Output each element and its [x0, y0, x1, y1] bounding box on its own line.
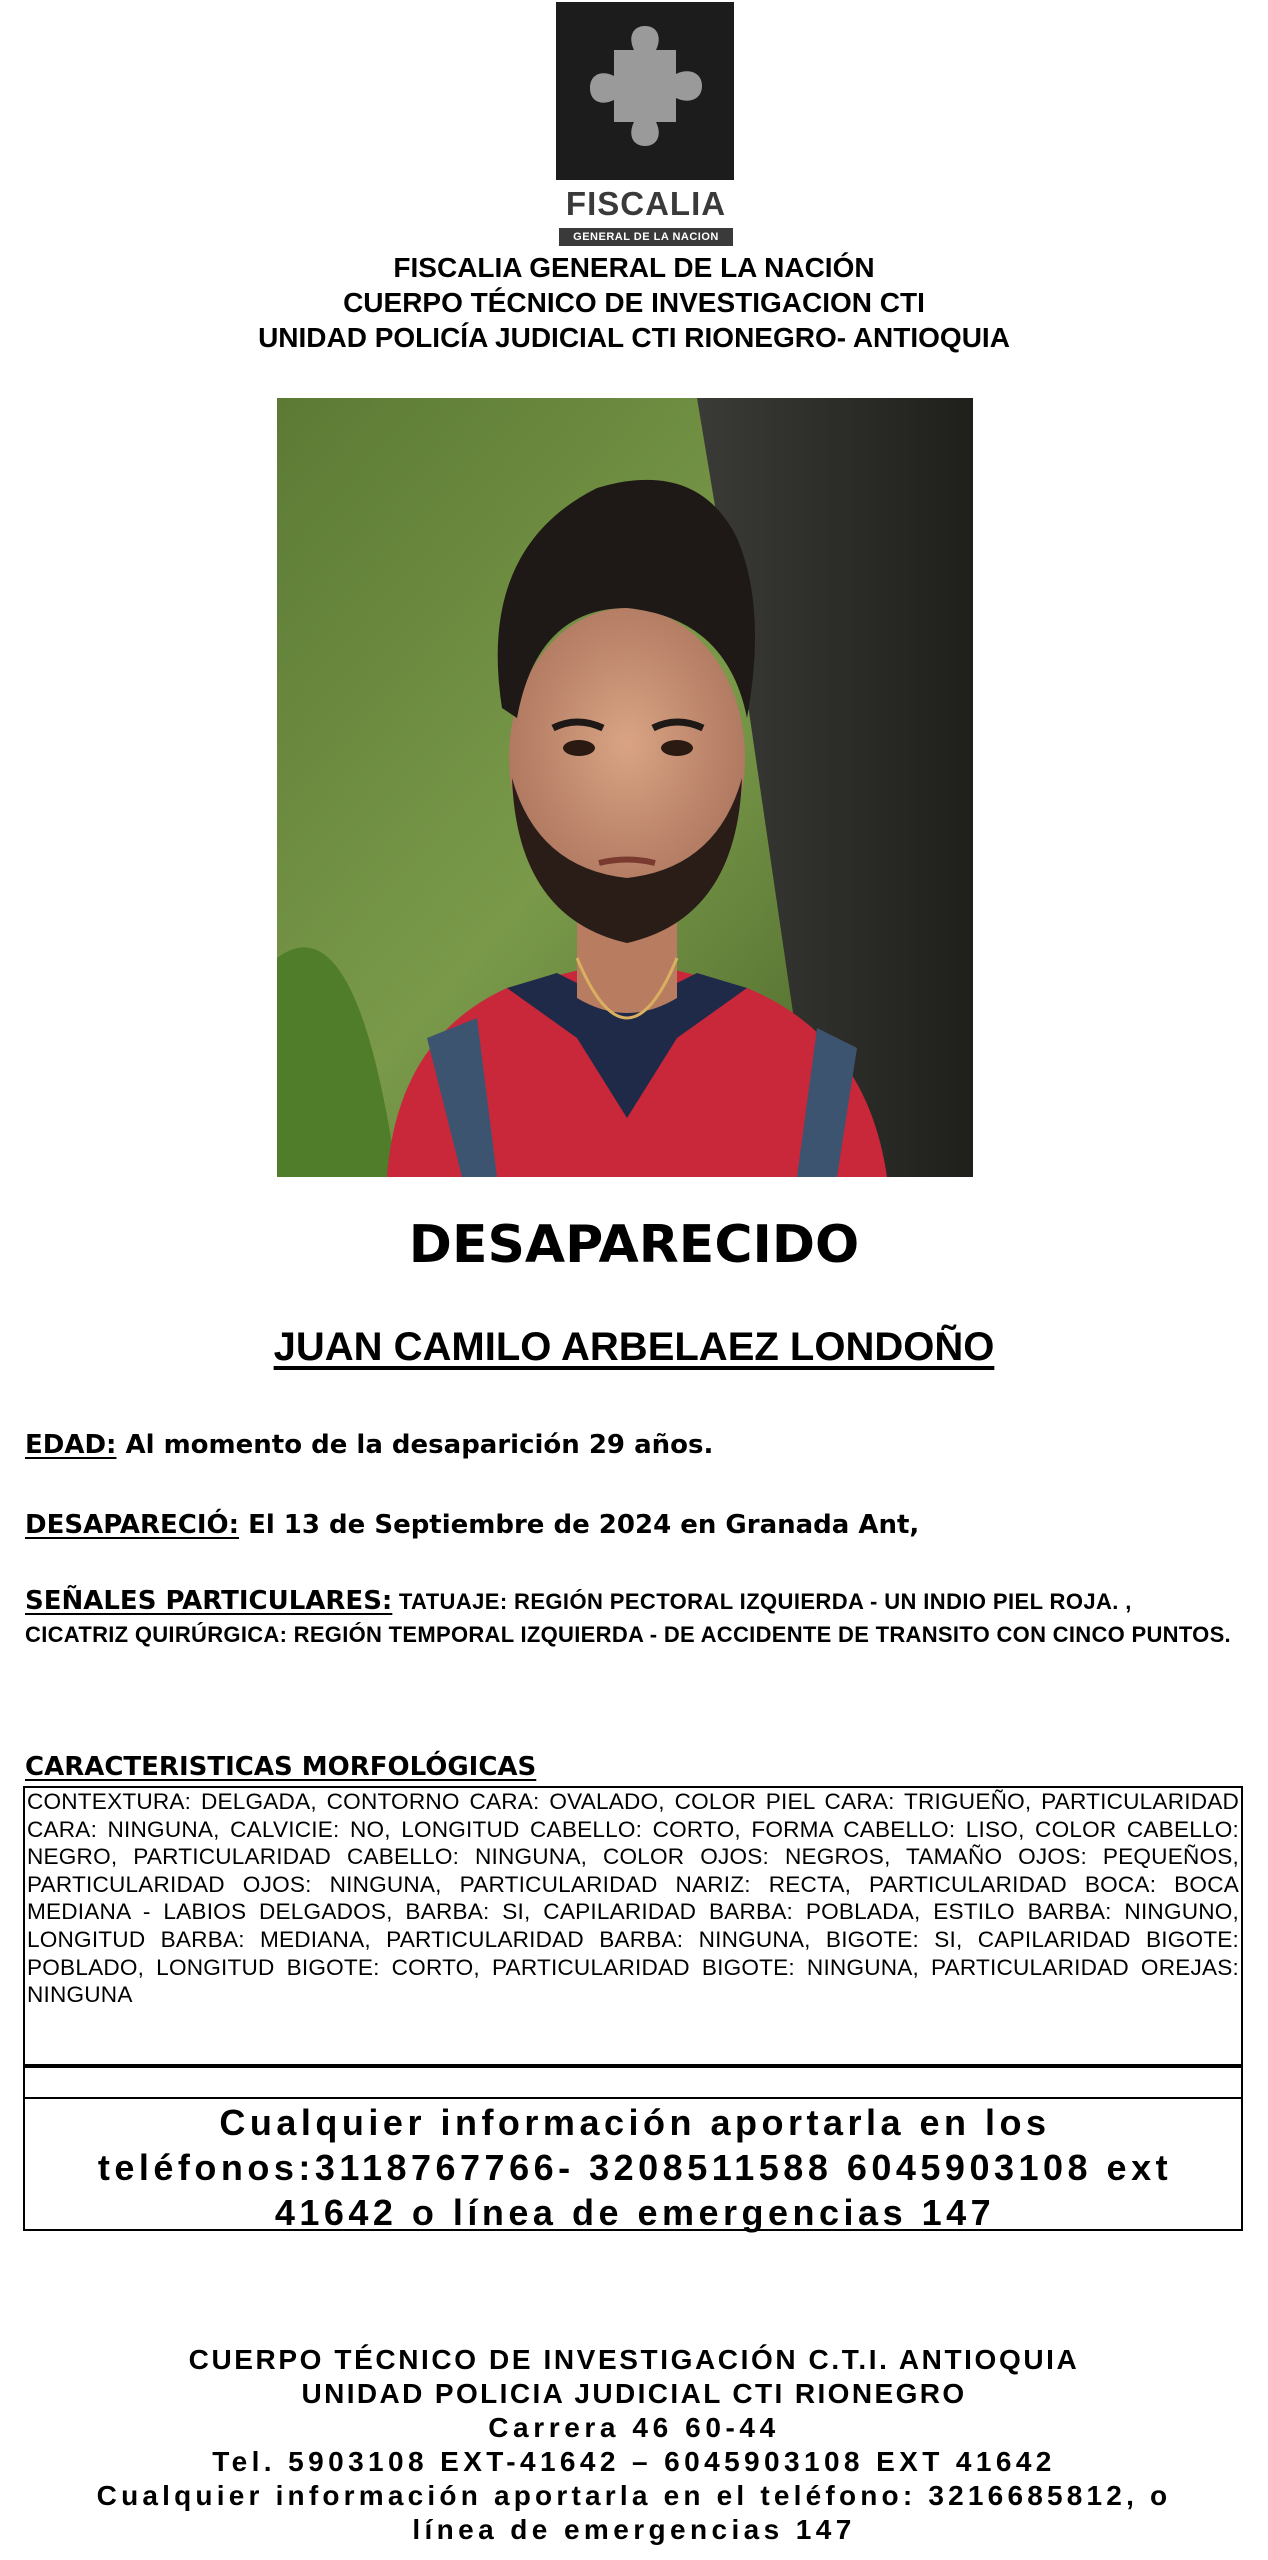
header-line-2: CUERPO TÉCNICO DE INVESTIGACION CTI: [343, 287, 925, 318]
footer-address: Carrera 46 60-44: [488, 2412, 780, 2443]
logo-subtitle: GENERAL DE LA NACION: [559, 228, 733, 246]
logo-wordmark: FISCALIA: [565, 185, 727, 222]
footer-line-6: línea de emergencias 147: [412, 2514, 856, 2545]
age-label: EDAD:: [25, 1430, 117, 1460]
morphology-text: CONTEXTURA: DELGADA, CONTORNO CARA: OVALADO, COLOR PIEL CARA: TRIGUEÑO, PARTICULARIDAD CARA: NINGUNA, CALVICIE: NO, LONGITUD CABELLO: CORTO, FORMA CABELLO: LISO, COLOR CABELLO: NEGRO, PARTICULARIDAD CABELLO: NINGUNA, COLOR OJOS: NEGROS, TAMAÑO OJOS: PEQUEÑOS, PARTICULARIDAD OJOS: NINGUNA, PARTICULARIDAD NARIZ: RECTA, PARTICULARIDAD BOCA: BOCA MEDIANA - LABIOS DELGADOS, BARBA: SI, CAPILARIDAD BARBA: POBLADA, ESTILO BARBA: NINGUNO, LONGITUD BARBA: MEDIANA, PARTICULARIDAD BARBA: NINGUNA, BIGOTE: SI, CAPILARIDAD BIGOTE: POBLADO, LONGITUD BIGOTE: CORTO, PARTICULARIDAD BIGOTE: NINGUNA, PARTICULARIDAD OREJAS: NINGUNA: [27, 1789, 1239, 2008]
footer-line-2: UNIDAD POLICIA JUDICIAL CTI RIONEGRO: [301, 2378, 967, 2409]
contact-info-box: [23, 2066, 1243, 2231]
distinguishing-marks-continued: CICATRIZ QUIRÚRGICA: REGIÓN TEMPORAL IZQUIERDA - DE ACCIDENTE DE TRANSITO CON CINCO PUNTOS.: [25, 1622, 1231, 1647]
footer-phones: Tel. 5903108 EXT-41642 – 6045903108 EXT 41642: [212, 2446, 1056, 2477]
person-name-text: JUAN CAMILO ARBELAEZ LONDOÑO: [273, 1325, 995, 1369]
distinguishing-marks-label: SEÑALES PARTICULARES:: [25, 1586, 393, 1616]
header-line-3: UNIDAD POLICÍA JUDICIAL CTI RIONEGRO- ANTIOQUIA: [258, 322, 1010, 353]
contact-line-3: 41642 o línea de emergencias 147: [274, 2192, 996, 2233]
distinguishing-marks-field: [25, 1586, 1245, 1617]
morphology-box: [23, 1786, 1243, 2066]
contact-line-1: Cualquier información aportarla en los: [219, 2102, 1051, 2143]
distinguishing-marks-value: TATUAJE: REGIÓN PECTORAL IZQUIERDA - UN INDIO PIEL ROJA. ,: [392, 1589, 1132, 1614]
puzzle-piece-icon: [556, 2, 734, 180]
contact-line-2: teléfonos:3118767766- 3208511588 6045903108 ext: [97, 2147, 1173, 2188]
age-value: Al momento de la desaparición 29 años.: [116, 1430, 714, 1460]
disappearance-field: [25, 1510, 1245, 1540]
footer-contact: [0, 2343, 1268, 2547]
disappearance-label: DESAPARECIÓ:: [25, 1510, 240, 1540]
agency-header: [0, 250, 1268, 355]
logo-emblem: [556, 2, 734, 180]
box-divider: [23, 2097, 1243, 2099]
age-field: [25, 1430, 1245, 1460]
person-name: [0, 1325, 1268, 1370]
footer-line-1: CUERPO TÉCNICO DE INVESTIGACIÓN C.T.I. ANTIOQUIA: [188, 2344, 1080, 2375]
header-line-1: FISCALIA GENERAL DE LA NACIÓN: [393, 252, 875, 283]
fiscalia-logo: [556, 0, 736, 250]
missing-person-photo: [277, 398, 973, 1177]
morphology-label: CARACTERISTICAS MORFOLÓGICAS: [25, 1752, 537, 1782]
disappearance-value: El 13 de Septiembre de 2024 en Granada Ant,: [239, 1510, 920, 1540]
status-title: DESAPARECIDO: [408, 1215, 860, 1275]
contact-info-text: [25, 2100, 1245, 2235]
footer-line-5: Cualquier información aportarla en el teléfono: 3216685812, o: [96, 2480, 1172, 2511]
